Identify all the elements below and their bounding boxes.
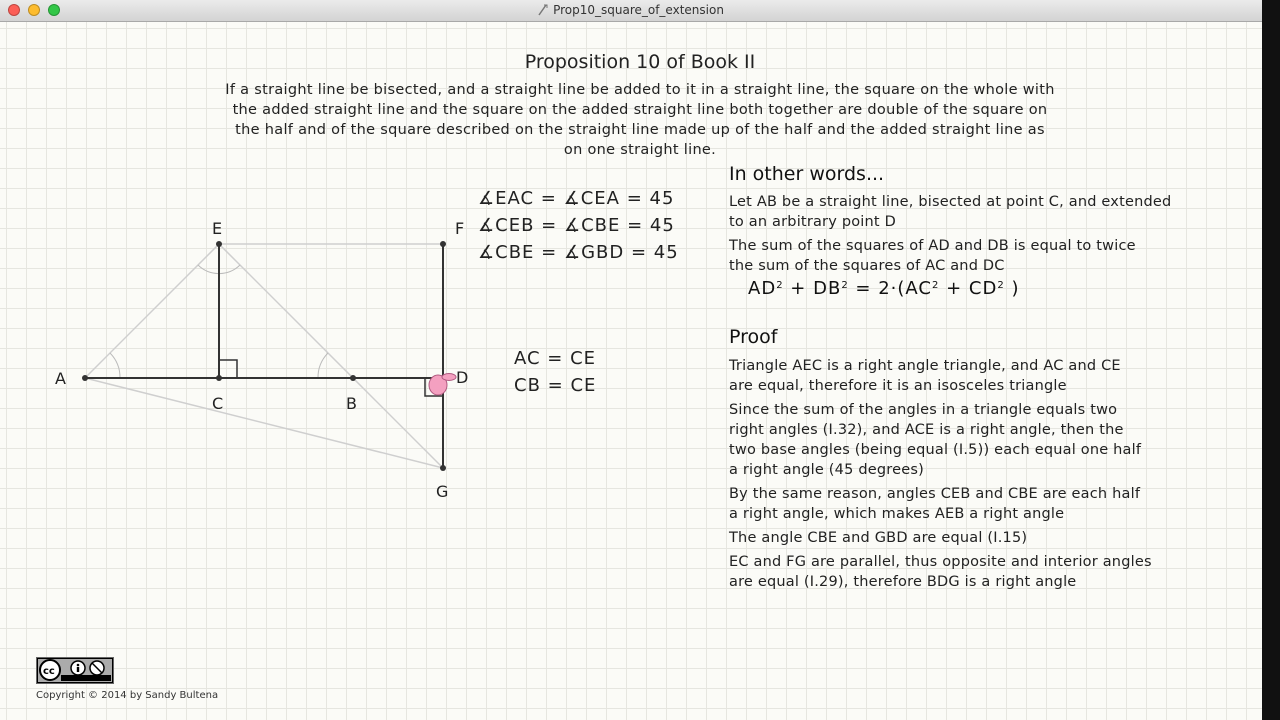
label-B: B	[346, 394, 357, 413]
angle-equation: ∡CBE = ∡GBD = 45	[478, 242, 679, 263]
text-line: a right angle, which makes AEB a right angle	[729, 506, 1065, 522]
text-line: to an arbitrary point D	[729, 214, 896, 230]
text-line: Triangle AEC is a right angle triangle, and AC and CE	[729, 358, 1121, 374]
angle-equation: ∡EAC = ∡CEA = 45	[478, 188, 675, 209]
segment-AG	[85, 378, 443, 468]
label-G: G	[436, 482, 449, 501]
point-B	[350, 375, 356, 381]
text-line: are equal, therefore it is an isosceles triangle	[729, 378, 1067, 394]
segment-AE	[85, 244, 219, 378]
segment-equation: AC = CE	[514, 348, 597, 369]
creative-commons-badge[interactable]	[36, 657, 114, 684]
text-line: The sum of the squares of AD and DB is equal to twice	[729, 238, 1136, 254]
label-D: D	[456, 368, 469, 387]
text-line: Let AB be a straight line, bisected at point C, and extended	[729, 194, 1172, 210]
text-line: By the same reason, angles CEB and CBE are each half	[729, 486, 1141, 502]
point-A	[82, 375, 88, 381]
copyright-text: Copyright © 2014 by Sandy Bultena	[36, 690, 219, 701]
proposition-heading: Proposition 10 of Book II	[524, 51, 756, 73]
formula-exponent: 2	[776, 280, 784, 291]
formula-exponent: 2	[997, 280, 1005, 291]
text-line: two base angles (being equal (I.5)) each equal one half	[729, 442, 1142, 458]
segment-equations	[514, 345, 596, 399]
point-G	[440, 465, 446, 471]
angle-equations	[478, 185, 679, 266]
statement-line: on one straight line.	[563, 142, 717, 158]
statement-line: If a straight line be bisected, and a straight line be added to it in a straight line, the square on the whole with	[225, 82, 1055, 98]
hand-pointer-icon	[429, 374, 456, 396]
text-line: are equal (I.29), therefore BDG is a right angle	[729, 574, 1077, 590]
formula-term: AD	[748, 278, 777, 299]
label-E: E	[212, 219, 223, 238]
text-line: Since the sum of the angles in a triangle equals two	[729, 402, 1118, 418]
proof-paragraph	[729, 356, 1229, 396]
formula-term: + DB	[790, 278, 842, 299]
proof-text	[729, 356, 1229, 592]
proof-paragraph	[729, 400, 1229, 480]
in-other-words-text	[729, 192, 1229, 276]
point-F	[440, 241, 446, 247]
angle-arc-B	[318, 353, 328, 378]
right-angle-marker-C	[219, 360, 237, 378]
angle-equation: ∡CEB = ∡CBE = 45	[478, 215, 675, 236]
label-F: F	[455, 219, 465, 238]
text-line: a right angle (45 degrees)	[729, 462, 924, 478]
text-line: The angle CBE and GBD are equal (I.15)	[729, 530, 1028, 546]
statement-line: the added straight line and the square on the added straight line both together are double of the square on	[232, 102, 1048, 118]
screen-edge	[1262, 0, 1280, 720]
statement-line: the half and of the square described on the straight line made up of the half and the added straight line as	[235, 122, 1045, 138]
point-C	[216, 375, 222, 381]
segment-equation: CB = CE	[514, 375, 597, 396]
text-line: the sum of the squares of AC and DC	[729, 258, 1005, 274]
squares-formula	[748, 278, 1019, 299]
proof-paragraph	[729, 552, 1229, 592]
angle-arc-A	[110, 353, 120, 378]
cc-license-icon	[37, 658, 113, 683]
window-title-text: Prop10_square_of_extension	[553, 3, 724, 17]
segment-EB-extended	[219, 244, 443, 468]
proof-paragraph	[729, 528, 1229, 548]
formula-exponent: 2	[932, 280, 940, 291]
text-line: right angles (I.32), and ACE is a right angle, then the	[729, 422, 1124, 438]
proof-paragraph	[729, 484, 1229, 524]
formula-term: + CD	[946, 278, 998, 299]
formula-term: )	[1011, 278, 1020, 299]
text-line: EC and FG are parallel, thus opposite and interior angles	[729, 554, 1152, 570]
point-E	[216, 241, 222, 247]
formula-exponent: 2	[841, 280, 849, 291]
proof-title: Proof	[729, 326, 778, 348]
label-C: C	[212, 394, 224, 413]
in-other-words-title: In other words...	[729, 163, 885, 185]
formula-term: = 2·(AC	[855, 278, 932, 299]
cc-badge-text: cc	[43, 666, 55, 677]
label-A: A	[55, 369, 66, 388]
